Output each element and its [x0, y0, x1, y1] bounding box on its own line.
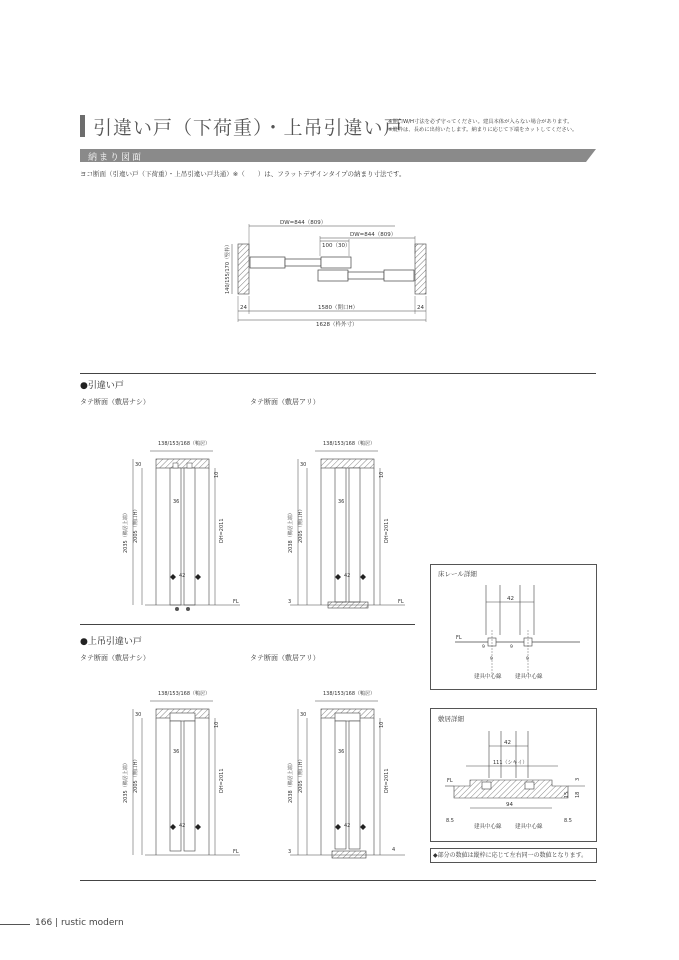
rail-center-2: 建具中心線: [515, 674, 543, 680]
sill-dim-42: 42: [504, 740, 511, 746]
dim-4-4: 4: [392, 847, 396, 853]
dim-overlap: 100（30）: [322, 243, 351, 249]
header-notes: [388, 118, 577, 134]
dim-10-3: 10: [214, 721, 220, 728]
footer: [35, 918, 124, 928]
footer-separator: |: [55, 918, 61, 928]
dim-30-2: 30: [300, 462, 307, 468]
hanging-sub-left: タテ断面（敷居ナシ）: [80, 654, 150, 662]
dim-dh: DH=2011: [219, 518, 225, 543]
dim-opening: 1580（開口H）: [318, 305, 359, 311]
section-banner: [80, 149, 596, 162]
sill-dim-94: 94: [506, 802, 513, 808]
header-note-2: ※縦枠は、長めに出荷いたします。納まりに応じて下端をカットしてください。: [388, 127, 578, 133]
fl-mark-3: FL: [233, 849, 239, 855]
divider-1: [80, 373, 596, 374]
dim-10: 10: [214, 471, 220, 478]
divider-2: [80, 624, 415, 625]
dim-2005-2: 2005（開口H）: [298, 506, 304, 543]
plan-caption: ヨコ断面（引違い戸（下荷重）・上吊引違い戸共通）※（ ）は、フラットデザインタイプの納まり寸法です。: [80, 170, 406, 178]
dim-30-4: 30: [300, 712, 307, 718]
header-note-1: ※開口W/H寸法を必ず守ってください。建具本体が入らない場合があります。: [388, 119, 573, 125]
dim-2035-3: 2035（鴨居上端）: [123, 760, 129, 803]
sill-dim-18: 18: [575, 791, 581, 798]
fl-mark-2: FL: [398, 599, 404, 605]
fl-mark: FL: [233, 599, 239, 605]
dim-42-3: 42: [179, 823, 186, 829]
dim-3-4: 3: [288, 849, 292, 855]
elevation-hanging-no-sill: [115, 683, 245, 868]
divider-3: [80, 880, 596, 881]
diamond-note: ◆部分の数値は縦枠に応じて左右同一の数値となります。: [430, 848, 597, 863]
dim-10-2: 10: [379, 471, 385, 478]
footer-rule: [0, 924, 30, 925]
dim-dw-top: DW=844（809）: [280, 220, 327, 226]
dim-side-right: 24: [417, 305, 424, 311]
dim-36-4: 36: [338, 749, 345, 755]
hanging-heading: ●上吊引違い戸: [80, 637, 142, 647]
sill-center-2: 建具中心線: [515, 824, 543, 830]
rail-fl: FL: [456, 635, 462, 641]
dim-head-3: 138/153/168（鴨居）: [158, 691, 210, 697]
dim-2035: 2035（鴨居上端）: [123, 510, 129, 553]
dim-dh-4: DH=2011: [384, 768, 390, 793]
dim-side-left: 24: [240, 305, 247, 311]
rail-detail-drawing: [440, 580, 590, 680]
rail-dim-9b: 9: [510, 645, 513, 650]
dim-2005-3: 2005（開口H）: [133, 756, 139, 793]
dim-10-4: 10: [379, 721, 385, 728]
dim-2005-4: 2005（開口H）: [298, 756, 304, 793]
sliding-heading: ●引違い戸: [80, 381, 124, 391]
rail-detail-title: 床レール詳細: [438, 570, 477, 578]
dim-dh-2: DH=2011: [384, 518, 390, 543]
sill-fl: FL: [447, 778, 453, 784]
dim-42-2: 42: [344, 573, 351, 579]
dim-2038-4: 2038（鴨居上端）: [288, 760, 294, 803]
dim-3: 3: [288, 599, 292, 605]
sliding-sub-right: タテ断面（敷居アリ）: [250, 398, 320, 406]
rail-dim-42: 42: [507, 596, 514, 602]
dim-42: 42: [179, 573, 186, 579]
rail-center-1: 建具中心線: [474, 674, 502, 680]
sill-dim-15: 15: [564, 791, 570, 798]
page-number: 166: [35, 918, 53, 928]
series-name: rustic modern: [60, 918, 124, 928]
dim-42-4: 42: [344, 823, 351, 829]
dim-36: 36: [173, 499, 180, 505]
elevation-hanging-with-sill: [280, 683, 410, 868]
sill-detail-title: 敷居詳細: [438, 715, 464, 723]
dim-dw-second: DW=844（809）: [350, 232, 397, 238]
dim-head-2: 138/153/168（鴨居）: [323, 441, 375, 447]
plan-section-drawing: [210, 214, 440, 329]
dim-depth: 140/155/170（竪枠）: [225, 242, 231, 294]
dim-2005: 2005（開口H）: [133, 506, 139, 543]
sill-dim-3: 3: [575, 777, 581, 781]
dim-2038: 2038（鴨居上端）: [288, 510, 294, 553]
dim-frame: 1628（枠外寸）: [316, 322, 358, 328]
sill-detail-drawing: [440, 726, 590, 836]
dim-head-4: 138/153/168（鴨居）: [323, 691, 375, 697]
dim-30-3: 30: [135, 712, 142, 718]
sill-dim-111: 111（シキイ）: [493, 760, 528, 766]
elevation-sliding-no-sill: [115, 433, 245, 618]
sill-center-1: 建具中心線: [474, 824, 502, 830]
title-accent-bar: [80, 115, 85, 137]
dim-head: 138/153/168（鴨居）: [158, 441, 210, 447]
page-title: 引違い戸（下荷重）・上吊引違い戸: [93, 117, 404, 139]
dim-36-3: 36: [173, 749, 180, 755]
dim-30: 30: [135, 462, 142, 468]
rail-dim-9d: 9: [526, 657, 529, 662]
dim-dh-3: DH=2011: [219, 768, 225, 793]
hanging-sub-right: タテ断面（敷居アリ）: [250, 654, 320, 662]
sliding-sub-left: タテ断面（敷居ナシ）: [80, 398, 150, 406]
sill-dim-85a: 8.5: [446, 818, 454, 824]
rail-dim-9a: 9: [482, 645, 485, 650]
rail-dim-9c: 9: [490, 657, 493, 662]
dim-36-2: 36: [338, 499, 345, 505]
elevation-sliding-with-sill: [280, 433, 410, 618]
banner-label: 納まり図面: [88, 153, 144, 163]
sill-dim-85b: 8.5: [564, 818, 572, 824]
